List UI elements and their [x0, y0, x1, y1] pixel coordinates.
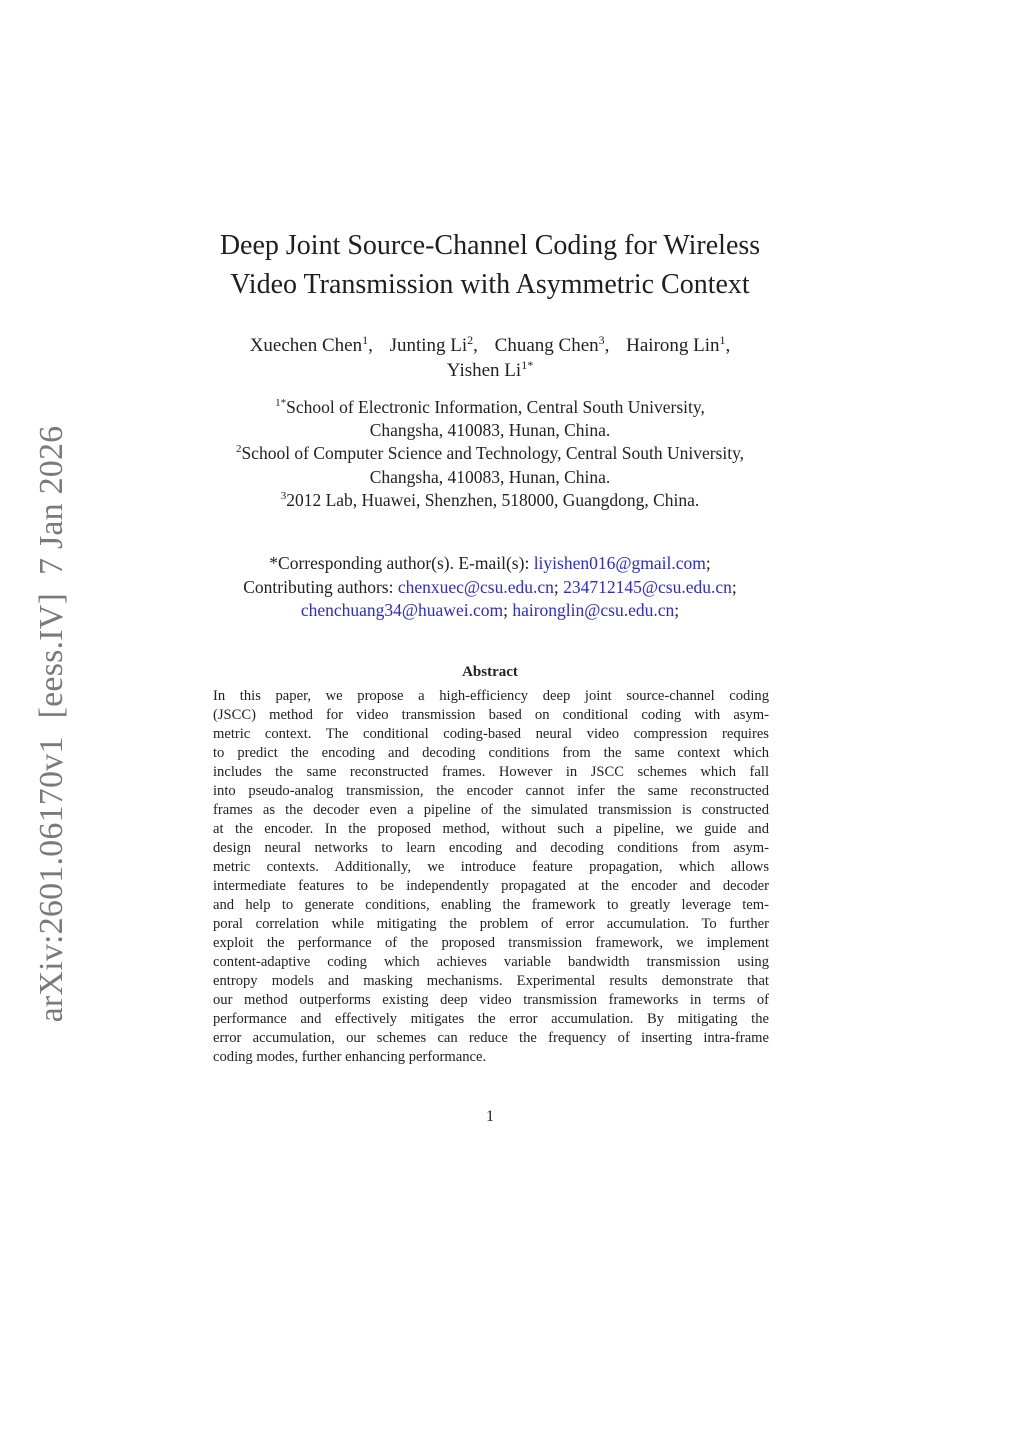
abstract-body [213, 687, 769, 1067]
abstract-line: metric contexts. Additionally, we introduce feature propagation, which allows [213, 859, 769, 875]
arxiv-date: 7 Jan 2026 [33, 425, 70, 575]
author: Yishen $Li^{1*}$ [446, 358, 534, 381]
email-link[interactable]: chenchuang34@huawei.com [300, 600, 504, 620]
affiliation-2-city: Changsha, 410083, Hunan, China. [369, 466, 611, 487]
abstract-line: design neural networks to learn encoding and decoding conditions from asym- [213, 840, 769, 856]
title-line-1: Deep Joint Source-Channel Coding for Wireless [219, 230, 761, 261]
arxiv-stamp[interactable] [33, 426, 71, 1023]
author: Hairong Lin$^1$, [626, 333, 731, 356]
affiliation-1: $^{1*}$School of Electronic Information, Central South University, [275, 397, 705, 417]
abstract-line: performance and effectively mitigates the error accumulation. By mitigating the [213, 1011, 769, 1027]
abstract-line: includes the same reconstructed frames. However in JSCC schemes which fall [213, 764, 769, 780]
corresponding-author-line: *Corresponding author(s). E-mail(s): liyishen016@gmail.com; [269, 553, 711, 573]
contributing-authors-line: Contributing authors: chenxuec@csu.edu.cn; 234712145@csu.edu.cn; [243, 576, 737, 597]
paper-title [160, 226, 820, 304]
affiliation-2: $^2$School of Computer Science and Technology, Central South University, [235, 443, 745, 464]
email-link[interactable]: 234712145@csu.edu.cn [563, 576, 732, 597]
abstract-line: frames as the decoder even a pipeline of the simulated transmission is constructed [213, 802, 769, 818]
arxiv-id[interactable]: arXiv:2601.06170v1 [33, 736, 70, 1023]
email-link[interactable]: haironglin@csu.edu.cn [512, 600, 675, 620]
abstract-line: coding modes, further enhancing performance. [213, 1049, 487, 1065]
abstract-line: (JSCC) method for video transmission based on conditional coding with asym- [213, 707, 769, 723]
affiliation-list [160, 396, 820, 512]
title-line-2: Video Transmission with Asymmetric Context [230, 269, 750, 300]
author-list [160, 333, 820, 383]
affiliation-1-city: Changsha, 410083, Hunan, China. [369, 420, 611, 441]
author: Chuang Chen$^3$, [494, 333, 610, 356]
abstract-line: content-adaptive coding which achieves variable bandwidth transmission using [213, 954, 769, 970]
abstract-line: metric context. The conditional coding-based neural video compression requires [213, 726, 769, 742]
abstract-line: error accumulation, our schemes can reduce the frequency of inserting intra-frame [213, 1030, 769, 1046]
author: Junting Li$^2$, [389, 333, 478, 356]
affiliation-3: $^3$2012 Lab, Huawei, Shenzhen, 518000, Guangdong, China. [280, 489, 700, 510]
corresponding-email-link[interactable]: liyishen016@gmail.com [533, 553, 706, 573]
contributing-authors-line-2: chenchuang34@huawei.com; haironglin@csu.edu.cn; [300, 600, 680, 620]
author-line-2 [160, 358, 820, 383]
email-link[interactable]: chenxuec@csu.edu.cn [397, 576, 554, 597]
abstract-line: at the encoder. In the proposed method, without such a pipeline, we guide and [213, 821, 769, 837]
abstract-line: exploit the performance of the proposed transmission framework, we implement [213, 935, 769, 951]
arxiv-category: [eess.IV] [33, 592, 70, 719]
abstract-line: our method outperforms existing deep video transmission frameworks in terms of [213, 992, 769, 1008]
abstract-heading: Abstract [462, 664, 518, 680]
page-number: 1 [486, 1108, 494, 1125]
contact-block [160, 552, 820, 623]
author-line-1 [160, 333, 820, 358]
abstract-line: intermediate features to be independently propagated at the encoder and decoder [213, 878, 769, 894]
abstract-line: poral correlation while mitigating the problem of error accumulation. To further [213, 916, 769, 932]
abstract-line: In this paper, we propose a high-efficiency deep joint source-channel coding [213, 688, 769, 704]
abstract-line: and help to generate conditions, enabling the framework to greatly leverage tem- [213, 897, 769, 913]
abstract-line: to predict the encoding and decoding conditions from the same context which [213, 745, 769, 761]
abstract-line: entropy models and masking mechanisms. Experimental results demonstrate that [213, 973, 769, 989]
abstract-line: into pseudo-analog transmission, the encoder cannot infer the same reconstructed [213, 783, 769, 799]
author: Xuechen Chen$^1$, [249, 333, 373, 356]
